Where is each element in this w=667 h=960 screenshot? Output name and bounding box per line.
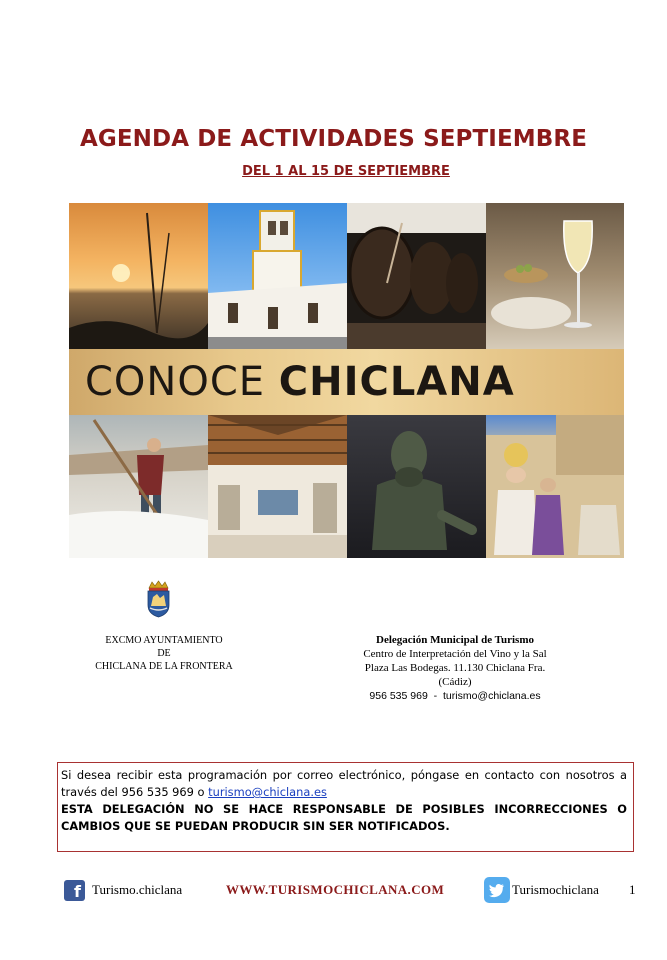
notice-box	[57, 762, 634, 852]
delegation-block	[330, 633, 580, 703]
council-line-2: DE	[157, 648, 171, 659]
facebook-icon[interactable]: f	[64, 880, 85, 901]
facebook-label[interactable]: Turismo.chiclana	[92, 882, 183, 897]
notice-warning: ESTA DELEGACIÓN NO SE HACE RESPONSABLE DE POSIBLES INCORRECCIONES O CAMBIOS QUE SE PUEDAN PRODUCIR SIN SER NOTIFICADOS.	[61, 802, 627, 833]
photo-wine-glass	[486, 203, 624, 349]
page-title: AGENDA DE ACTIVIDADES SEPTIEMBRE	[79, 126, 588, 152]
delegation-title: Delegación Municipal de Turismo	[376, 634, 534, 646]
council-line-3: CHICLANA DE LA FRONTERA	[95, 661, 233, 672]
delegation-contact	[330, 689, 580, 703]
photo-church-tower	[208, 203, 347, 349]
photo-wine-barrels	[347, 203, 486, 349]
photo-bronze-statue	[347, 415, 486, 558]
banner-word-2: CHICLANA	[278, 359, 515, 405]
delegation-line-3: (Cádiz)	[438, 676, 472, 688]
photo-collage	[69, 203, 624, 558]
notice-text-body: Si desea recibir esta programación por correo electrónico, póngase en contacto con nosotros a través del 956 535 969 o	[61, 768, 627, 799]
photo-sunset-beach	[69, 203, 208, 349]
twitter-icon[interactable]	[484, 877, 510, 903]
conoce-chiclana-banner	[69, 349, 624, 415]
council-block	[86, 634, 242, 673]
delegation-phone: 956 535 969	[369, 690, 428, 702]
delegation-line-1: Centro de Interpretación del Vino y la Sal	[363, 648, 547, 660]
delegation-separator: -	[433, 690, 438, 702]
photo-religious-procession	[486, 415, 624, 558]
page-number: 1	[629, 882, 636, 897]
photo-salt-worker	[69, 415, 208, 558]
notice-email-link[interactable]: turismo@chiclana.es	[208, 785, 327, 799]
council-line-1: EXCMO AYUNTAMIENTO	[105, 635, 223, 646]
page-subtitle: DEL 1 AL 15 DE SEPTIEMBRE	[242, 164, 450, 179]
coat-of-arms-icon	[145, 580, 172, 618]
photo-museum-interior	[208, 415, 347, 558]
delegation-line-2: Plaza Las Bodegas. 11.130 Chiclana Fra.	[364, 662, 546, 674]
delegation-email[interactable]: turismo@chiclana.es	[442, 690, 541, 702]
notice-text	[61, 767, 627, 801]
twitter-label[interactable]: Turismochiclana	[512, 882, 599, 897]
banner-word-1: CONOCE	[85, 359, 266, 405]
website-link[interactable]: WWW.TURISMOCHICLANA.COM	[226, 882, 445, 897]
